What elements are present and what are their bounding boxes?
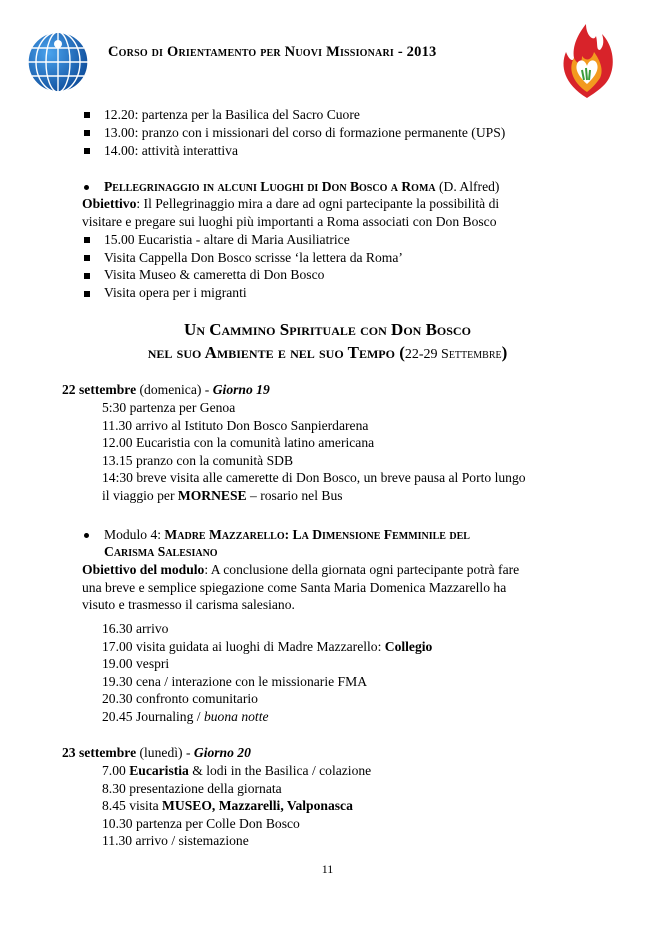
schedule-item: 12.00 Eucaristia con la comunità latino americana xyxy=(102,435,375,450)
module-objective-cont: visuto e trasmesso il carisma salesiano. xyxy=(82,597,295,612)
schedule-item: 13.15 pranzo con la comunità SDB xyxy=(102,453,294,468)
section-heading-line1: Un Cammino Spirituale con Don Bosco xyxy=(184,320,471,339)
module-objective: Obiettivo del modulo: A conclusione della giornata ogni partecipante potrà fare xyxy=(82,562,520,577)
bullet-square-icon xyxy=(84,148,90,154)
schedule-item: 5:30 partenza per Genoa xyxy=(102,400,236,415)
schedule-item: il viaggio per MORNESE – rosario nel Bus xyxy=(102,488,343,503)
pilgrimage-objective-cont: visitare e pregare sui luoghi più importanti a Roma associati con Don Bosco xyxy=(82,214,497,229)
bullet-square-icon xyxy=(84,112,90,118)
bullet-square-icon xyxy=(84,273,90,279)
pilgrimage-heading: Pellegrinaggio in alcuni Luoghi di Don Bosco a Roma (D. Alfred) xyxy=(104,179,500,194)
schedule-item: 19.30 cena / interazione con le missionarie FMA xyxy=(102,674,368,689)
bullet-square-icon xyxy=(84,130,90,136)
schedule-item: 19.00 vespri xyxy=(102,656,170,671)
pilgrimage-objective: Obiettivo: Il Pellegrinaggio mira a dare ad ogni partecipante la possibilità di xyxy=(82,196,500,211)
flame-heart-logo-icon xyxy=(556,22,618,100)
schedule-item: 17.00 visita guidata ai luoghi di Madre Mazzarello: Collegio xyxy=(102,639,433,654)
bullet-square-icon xyxy=(84,291,90,297)
module-heading-cont: Carisma Salesiano xyxy=(104,544,218,559)
list-item: 14.00: attività interattiva xyxy=(104,143,239,158)
list-item: 13.00: pranzo con i missionari del corso di formazione permanente (UPS) xyxy=(104,125,506,140)
schedule-item: 7.00 Eucaristia & lodi in the Basilica / colazione xyxy=(102,763,372,778)
bullet-square-icon xyxy=(84,237,90,243)
schedule-item: 10.30 partenza per Colle Don Bosco xyxy=(102,816,300,831)
bullet-square-icon xyxy=(84,255,90,261)
day-heading: 22 settembre (domenica) - Giorno 19 xyxy=(62,382,270,397)
header-title: Corso di Orientamento per Nuovi Missionari - 2013 xyxy=(108,44,437,60)
schedule-item: 20.30 confronto comunitario xyxy=(102,691,258,706)
schedule-item: 20.45 Journaling / buona notte xyxy=(102,709,269,724)
list-item: Visita opera per i migranti xyxy=(104,285,247,300)
schedule-item: 11.30 arrivo / sistemazione xyxy=(102,833,249,848)
schedule-item: 11.30 arrivo al Istituto Don Bosco Sanpierdarena xyxy=(102,418,369,433)
list-item: 15.00 Eucaristia - altare di Maria Ausiliatrice xyxy=(104,232,350,247)
schedule-item: 16.30 arrivo xyxy=(102,621,169,636)
list-item: Visita Museo & cameretta di Don Bosco xyxy=(104,267,325,282)
schedule-item: 8.45 visita MUSEO, Mazzarelli, Valponasca xyxy=(102,798,353,813)
schedule-item: 14:30 breve visita alle camerette di Don Bosco, un breve pausa al Porto lungo xyxy=(102,470,526,485)
globe-logo-icon xyxy=(26,30,90,94)
schedule-item: 8.30 presentazione della giornata xyxy=(102,781,282,796)
list-item: 12.20: partenza per la Basilica del Sacro Cuore xyxy=(104,107,360,122)
list-item: Visita Cappella Don Bosco scrisse ‘la lettera da Roma’ xyxy=(104,250,403,265)
bullet-dot-icon xyxy=(84,185,89,190)
module-heading: Modulo 4: Madre Mazzarello: La Dimensione Femminile del xyxy=(104,527,470,542)
module-objective-cont: una breve e semplice spiegazione come Santa Maria Domenica Mazzarello ha xyxy=(82,580,507,595)
bullet-dot-icon xyxy=(84,533,89,538)
day-heading: 23 settembre (lunedì) - Giorno 20 xyxy=(62,745,251,760)
section-heading-line2: nel suo Ambiente e nel suo Tempo (22-29 Settembre) xyxy=(147,343,508,362)
page-number: 11 xyxy=(321,862,334,876)
